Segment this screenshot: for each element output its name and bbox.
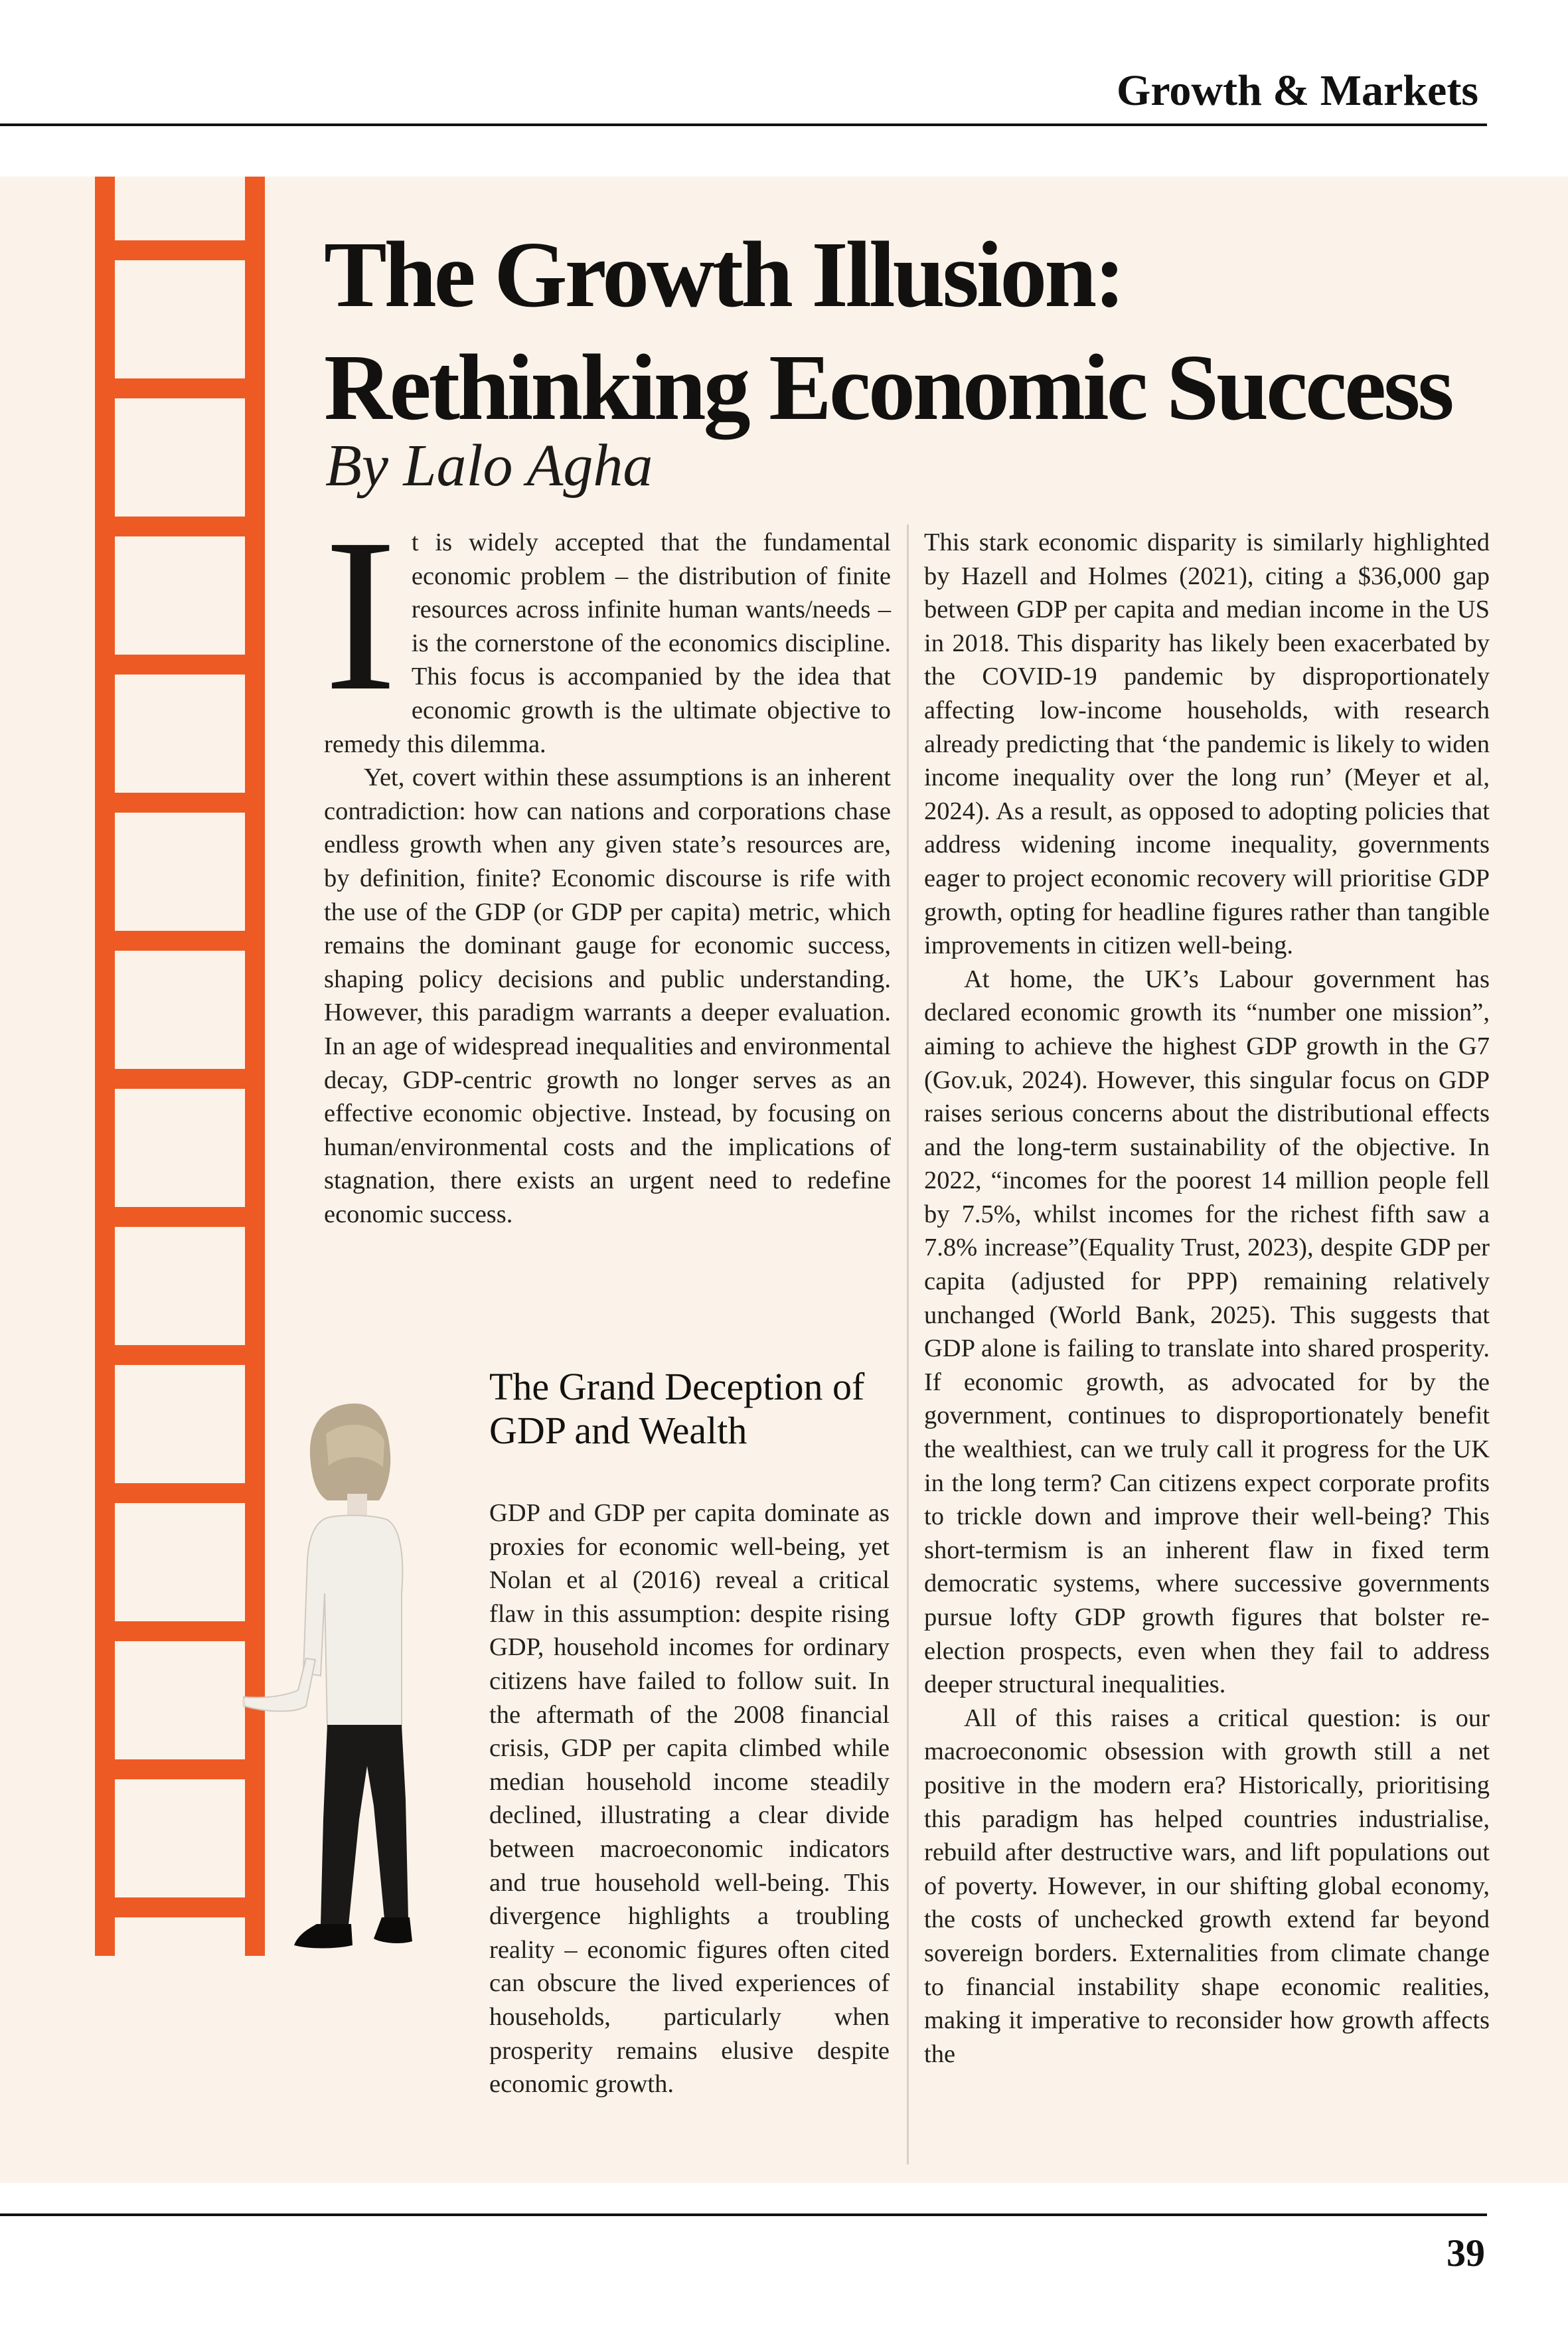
paragraph-disparity: This stark economic disparity is similarly highlighted by Hazell and Holmes (2021), citing a $36,000 gap between GDP per capita and median income in the US in 2018. This disparity has likely been exacerbated by the COVID-19 pandemic by disproportionately affecting low-income households, with research already predicting that ‘the pandemic is likely to widen income inequality over the long run’ (Meyer et al, 2024). As a result, as opposed to adopting policies that address widening income inequality, governments eager to project economic recovery will prioritise GDP growth, opting for headline figures rather than tangible improvements in citizen well-being. xyxy=(924,528,1490,960)
top-rule xyxy=(0,123,1487,126)
paragraph-critical-question: All of this raises a critical question: is our macroeconomic obsession with growth still a net positive in the modern era? Historically, prioritising this paradigm has helped countries industrialise, rebuild after destructive wars, and lift populations out of poverty. However, in our shifting global economy, the costs of unchecked growth extend far beyond sovereign borders. Externalities from climate change to financial instability shape economic realities, making it imperative to reconsider how growth affects the xyxy=(924,1704,1490,2068)
ladder-icon xyxy=(95,177,265,1956)
ladder-rung xyxy=(95,1483,265,1503)
bottom-rule xyxy=(0,2213,1487,2216)
column-left-top xyxy=(324,494,891,1231)
ladder-rung xyxy=(95,1069,265,1089)
page-number: 39 xyxy=(1447,2231,1485,2275)
ladder-rung xyxy=(95,1897,265,1917)
ladder-rung xyxy=(95,655,265,675)
ladder-rung xyxy=(95,378,265,398)
column-divider xyxy=(907,524,909,2164)
ladder-rung xyxy=(95,931,265,951)
ladder-rung xyxy=(95,1207,265,1227)
paragraph-intro: t is widely accepted that the fundamental economic problem – the distribution of finite resources across infinite human wants/needs – is the cornerstone of the economics discipline. This focus is accompanied by the idea that economic growth is the ultimate objective to remedy this dilemma. xyxy=(324,528,891,758)
paragraph-contradiction: Yet, covert within these assumptions is an inherent contradiction: how can nations and corporations chase endless growth when any given state’s resources are, by definition, finite? Economic discourse is rife with the use of the GDP (or GDP per capita) metric, which remains the dominant gauge for economic success, shaping policy decisions and public understanding. However, this paradigm warrants a deeper evaluation. In an age of widespread inequalities and environmental decay, GDP-centric growth no longer serves as an effective economic objective. Instead, by focusing on human/environmental costs and the implications of stagnation, there exists an urgent need to redefine economic success. xyxy=(324,763,891,1228)
ladder-rung xyxy=(95,793,265,813)
title-line-2: Rethinking Economic Success xyxy=(324,335,1452,440)
title-line-1: The Growth Illusion: xyxy=(324,222,1123,327)
section-label: Growth & Markets xyxy=(1116,66,1478,115)
column-right xyxy=(924,526,1490,2071)
ladder-rung xyxy=(95,1621,265,1641)
ladder-rail-left xyxy=(95,177,115,1956)
ladder-rung xyxy=(95,1759,265,1779)
byline: By Lalo Agha xyxy=(325,433,653,499)
column-left-bottom xyxy=(489,1496,890,2101)
paragraph-uk-labour: At home, the UK’s Labour government has declared economic growth its “number one mission”, aiming to achieve the highest GDP growth in the G7 (Gov.uk, 2024). However, this singular focus on GDP raises serious concerns about the distributional effects and the long-term sustainability of the objective. In 2022, “incomes for the poorest 14 million people fell by 7.5%, whilst incomes for the richest fifth saw a 7.8% increase”(Equality Trust, 2023), despite GDP per capita (adjusted for PPP) remaining relatively unchanged (World Bank, 2025). This suggests that GDP alone is failing to translate into shared prosperity. If economic growth, as advocated for by the government, continues to disproportionately benefit the wealthiest, can we truly call it progress for the UK in the long term? Can citizens expect corporate profits to trickle down and improve their well-being? This short-termism is an inherent flaw in fixed term democratic systems, where successive governments pursue lofty GDP growth figures that bolster re-election prospects, even when they fail to address deeper structural inequalities. xyxy=(924,965,1490,1699)
article-title xyxy=(324,218,1492,443)
ladder-rung xyxy=(95,517,265,536)
subheading: The Grand Deception of GDP and Wealth xyxy=(489,1365,865,1452)
ladder-rung xyxy=(95,1345,265,1365)
drop-cap: I xyxy=(324,494,397,736)
person-figure-icon xyxy=(242,1394,468,1965)
paragraph-gdp-deception: GDP and GDP per capita dominate as proxies for economic well-being, yet Nolan et al (2016) reveal a critical flaw in this assumption: despite rising GDP, household incomes for ordinary citizens have failed to follow suit. In the aftermath of the 2008 financial crisis, GDP per capita climbed while median household income steadily declined, illustrating a clear divide between macroeconomic indicators and true household well-being. This divergence highlights a troubling reality – economic figures often cited can obscure the lived experiences of households, particularly when prosperity remains elusive despite economic growth. xyxy=(489,1499,890,2099)
ladder-rung xyxy=(95,240,265,260)
